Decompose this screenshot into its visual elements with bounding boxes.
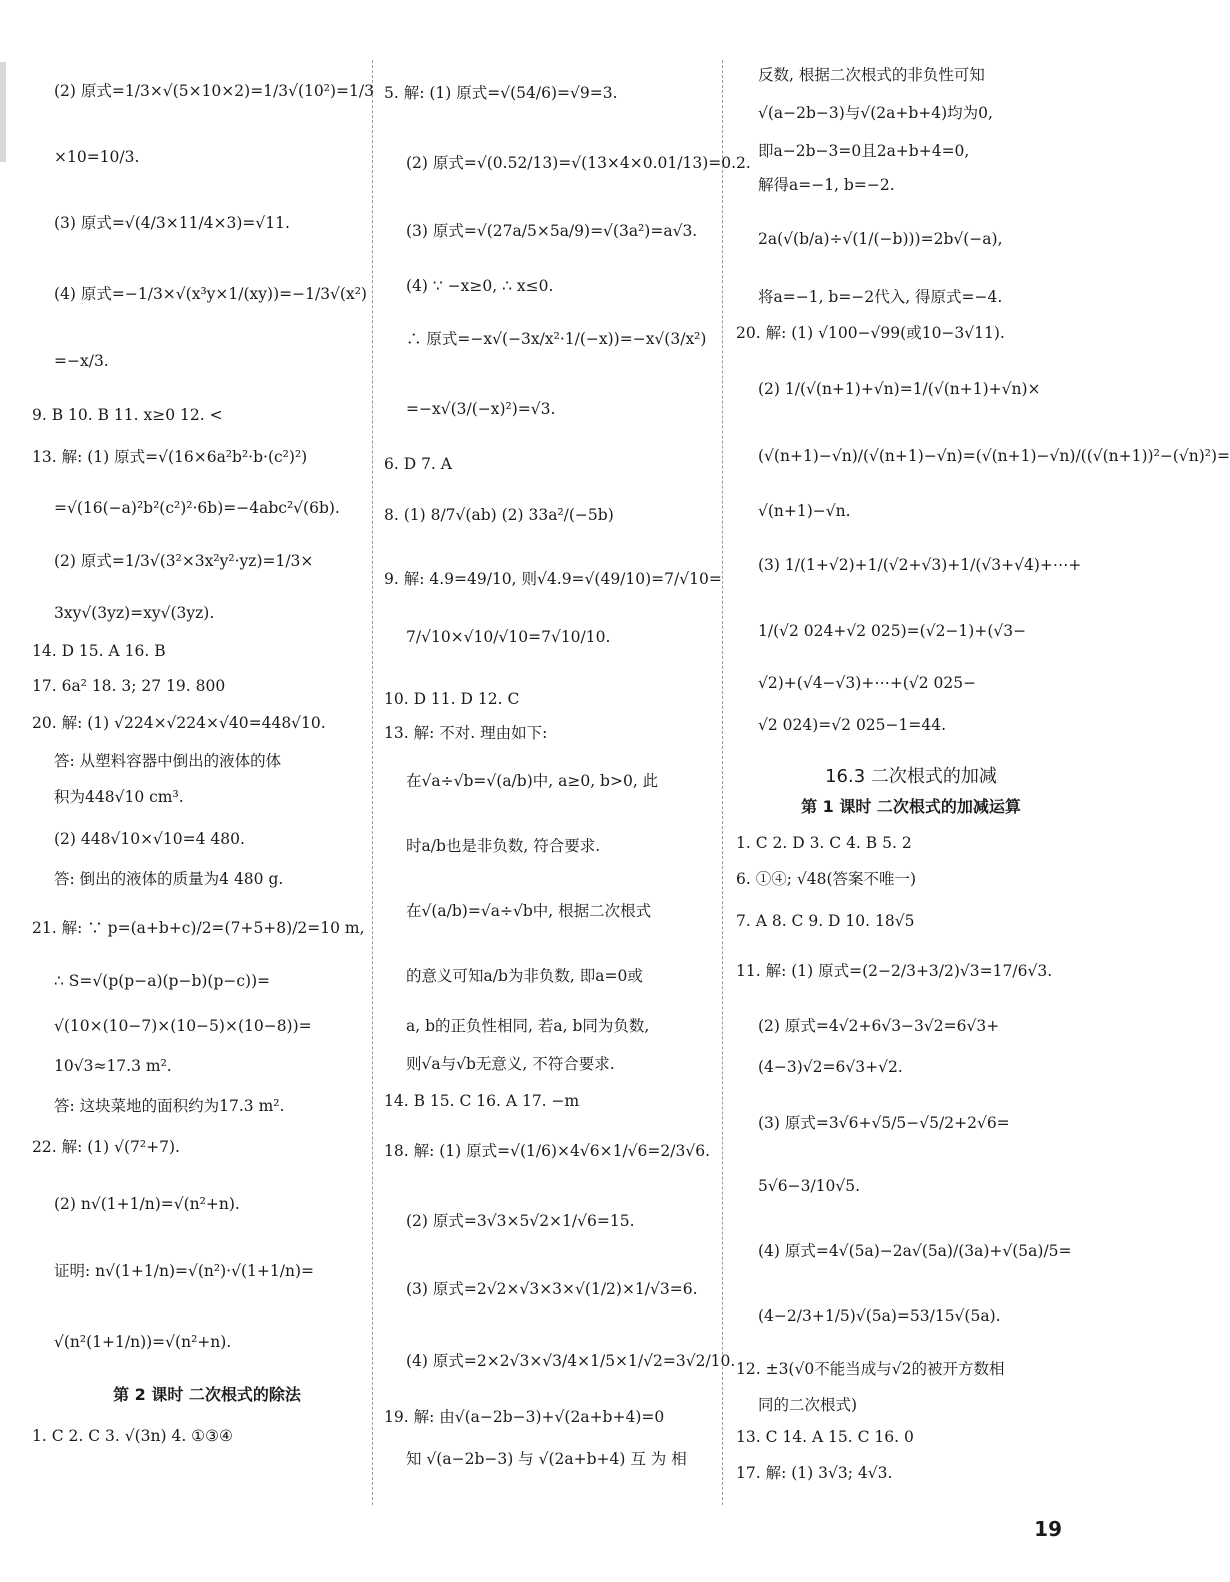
answer-line: 的意义可知a/b为非负数, 即a=0或: [406, 967, 643, 985]
answer-line: 17. 解: (1) 3√3; 4√3.: [736, 1464, 893, 1482]
answer-line: 积为448√10 cm³.: [54, 788, 184, 806]
answer-line: 14. B 15. C 16. A 17. −m: [384, 1092, 580, 1110]
answer-line: (4) 原式=4√(5a)−2a√(5a)/(3a)+√(5a)/5=: [758, 1242, 1072, 1260]
answer-line: 13. C 14. A 15. C 16. 0: [736, 1428, 914, 1446]
answer-line: =−x√(3/(−x)²)=√3.: [406, 400, 556, 418]
answer-line: 12. ±3(√0不能当成与√2的被开方数相: [736, 1360, 1005, 1378]
answer-line: 14. D 15. A 16. B: [32, 642, 166, 660]
answer-line: (4−2/3+1/5)√(5a)=53/15√(5a).: [758, 1307, 1001, 1325]
page-edge-mark: [0, 62, 6, 162]
answer-line: √(n+1)−√n.: [758, 502, 851, 520]
answer-line: =√(16(−a)²b²(c²)²·6b)=−4abc²√(6b).: [54, 499, 340, 517]
answer-line: 证明: n√(1+1/n)=√(n²)·√(1+1/n)=: [54, 1262, 314, 1280]
answer-line: √(n²(1+1/n))=√(n²+n).: [54, 1333, 232, 1351]
answer-line: 1/(√2 024+√2 025)=(√2−1)+(√3−: [758, 622, 1027, 640]
answer-line: (2) 原式=√(0.52/13)=√(13×4×0.01/13)=0.2.: [406, 154, 751, 172]
answer-line: 答: 这块菜地的面积约为17.3 m².: [54, 1097, 285, 1115]
answer-line: 20. 解: (1) √100−√99(或10−3√11).: [736, 324, 1005, 342]
column-divider: [372, 60, 373, 1505]
answer-line: √(a−2b−3)与√(2a+b+4)均为0,: [758, 104, 993, 122]
answer-line: (4−3)√2=6√3+√2.: [758, 1058, 903, 1076]
answer-line: 22. 解: (1) √(7²+7).: [32, 1138, 180, 1156]
answer-line: ×10=10/3.: [54, 148, 140, 166]
answer-line: 3xy√(3yz)=xy√(3yz).: [54, 604, 215, 622]
answer-line: (4) 原式=2×2√3×√3/4×1/5×1/√2=3√2/10.: [406, 1352, 736, 1370]
answer-line: (2) 原式=1/3×√(5×10×2)=1/3√(10²)=1/3: [54, 82, 374, 100]
answer-line: 9. 解: 4.9=49/10, 则√4.9=√(49/10)=7/√10=: [384, 570, 722, 588]
answer-line: (4) ∵ −x≥0, ∴ x≤0.: [406, 277, 554, 295]
answer-line: (2) 1/(√(n+1)+√n)=1/(√(n+1)+√n)×: [758, 380, 1041, 398]
answer-line: (2) 原式=4√2+6√3−3√2=6√3+: [758, 1017, 1000, 1035]
answer-line: 9. B 10. B 11. x≥0 12. <: [32, 406, 223, 424]
answer-line: 时a/b也是非负数, 符合要求.: [406, 837, 601, 855]
section-title-lesson-2: 第 2 课时 二次根式的除法: [113, 1385, 301, 1404]
answer-line: 则√a与√b无意义, 不符合要求.: [406, 1055, 615, 1073]
answer-line: 19. 解: 由√(a−2b−3)+√(2a+b+4)=0: [384, 1408, 665, 1426]
answer-line: 在√a÷√b=√(a/b)中, a≥0, b>0, 此: [406, 772, 659, 790]
answer-line: 5√6−3/10√5.: [758, 1177, 861, 1195]
answer-line: 21. 解: ∵ p=(a+b+c)/2=(7+5+8)/2=10 m,: [32, 919, 365, 937]
answer-line: √2 024)=√2 025−1=44.: [758, 716, 947, 734]
answer-line: 同的二次根式): [758, 1396, 858, 1414]
answer-line: 1. C 2. D 3. C 4. B 5. 2: [736, 834, 912, 852]
answer-line: 答: 倒出的液体的质量为4 480 g.: [54, 870, 284, 888]
answer-line: 答: 从塑料容器中倒出的液体的体: [54, 752, 282, 770]
answer-line: 8. (1) 8/7√(ab) (2) 33a²/(−5b): [384, 506, 614, 524]
answer-line: (2) 原式=3√3×5√2×1/√6=15.: [406, 1212, 635, 1230]
section-title-lesson-1: 第 1 课时 二次根式的加减运算: [801, 797, 1021, 816]
answer-line: 5. 解: (1) 原式=√(54/6)=√9=3.: [384, 84, 618, 102]
answer-line: √(10×(10−7)×(10−5)×(10−8))=: [54, 1017, 312, 1035]
answer-line: 7/√10×√10/√10=7√10/10.: [406, 628, 611, 646]
answer-line: 10√3≈17.3 m².: [54, 1057, 172, 1075]
answer-line: 13. 解: (1) 原式=√(16×6a²b²·b·(c²)²): [32, 448, 308, 466]
answer-line: a, b的正负性相同, 若a, b同为负数,: [406, 1017, 650, 1035]
answer-line: 1. C 2. C 3. √(3n) 4. ①③④: [32, 1427, 233, 1445]
answer-line: (4) 原式=−1/3×√(x³y×1/(xy))=−1/3√(x²): [54, 285, 367, 303]
answer-line: (2) 原式=1/3√(3²×3x²y²·yz)=1/3×: [54, 552, 314, 570]
answer-line: (3) 原式=2√2×√3×3×√(1/2)×1/√3=6.: [406, 1280, 698, 1298]
answer-line: (3) 1/(1+√2)+1/(√2+√3)+1/(√3+√4)+⋯+: [758, 556, 1082, 574]
answer-line: 在√(a/b)=√a÷√b中, 根据二次根式: [406, 902, 652, 920]
answer-line: 13. 解: 不对. 理由如下:: [384, 724, 548, 742]
answer-line: (2) 448√10×√10=4 480.: [54, 830, 245, 848]
answer-line: (√(n+1)−√n)/(√(n+1)−√n)=(√(n+1)−√n)/((√(n+1))²−(√n)²)=: [758, 447, 1230, 465]
answer-line: (3) 原式=√(4/3×11/4×3)=√11.: [54, 214, 290, 232]
answer-line: (3) 原式=3√6+√5/5−√5/2+2√6=: [758, 1114, 1010, 1132]
answer-line: 17. 6a² 18. 3; 27 19. 800: [32, 677, 226, 695]
answer-line: √2)+(√4−√3)+⋯+(√2 025−: [758, 674, 977, 692]
answer-line: 2a(√(b/a)÷√(1/(−b)))=2b√(−a),: [758, 230, 1003, 248]
answer-line: 6. D 7. A: [384, 455, 452, 473]
answer-line: 6. ①④; √48(答案不唯一): [736, 870, 917, 888]
answer-line: (2) n√(1+1/n)=√(n²+n).: [54, 1195, 240, 1213]
answer-line: ∴ S=√(p(p−a)(p−b)(p−c))=: [54, 972, 271, 990]
answer-line: 将a=−1, b=−2代入, 得原式=−4.: [758, 288, 1003, 306]
answer-line: (3) 原式=√(27a/5×5a/9)=√(3a²)=a√3.: [406, 222, 698, 240]
answer-line: 知 √(a−2b−3) 与 √(2a+b+4) 互 为 相: [406, 1450, 687, 1468]
answer-line: =−x/3.: [54, 352, 109, 370]
answer-line: ∴ 原式=−x√(−3x/x²·1/(−x))=−x√(3/x²): [406, 330, 707, 348]
answer-line: 7. A 8. C 9. D 10. 18√5: [736, 912, 915, 930]
page-number: 19: [1034, 1517, 1062, 1541]
answer-line: 20. 解: (1) √224×√224×√40=448√10.: [32, 714, 326, 732]
answer-line: 10. D 11. D 12. C: [384, 690, 520, 708]
answer-line: 反数, 根据二次根式的非负性可知: [758, 66, 985, 84]
answer-line: 解得a=−1, b=−2.: [758, 176, 895, 194]
answer-line: 18. 解: (1) 原式=√(1/6)×4√6×1/√6=2/3√6.: [384, 1142, 711, 1160]
section-title-16-3: 16.3 二次根式的加减: [825, 766, 997, 787]
answer-line: 11. 解: (1) 原式=(2−2/3+3/2)√3=17/6√3.: [736, 962, 1053, 980]
answer-line: 即a−2b−3=0且2a+b+4=0,: [758, 142, 970, 160]
